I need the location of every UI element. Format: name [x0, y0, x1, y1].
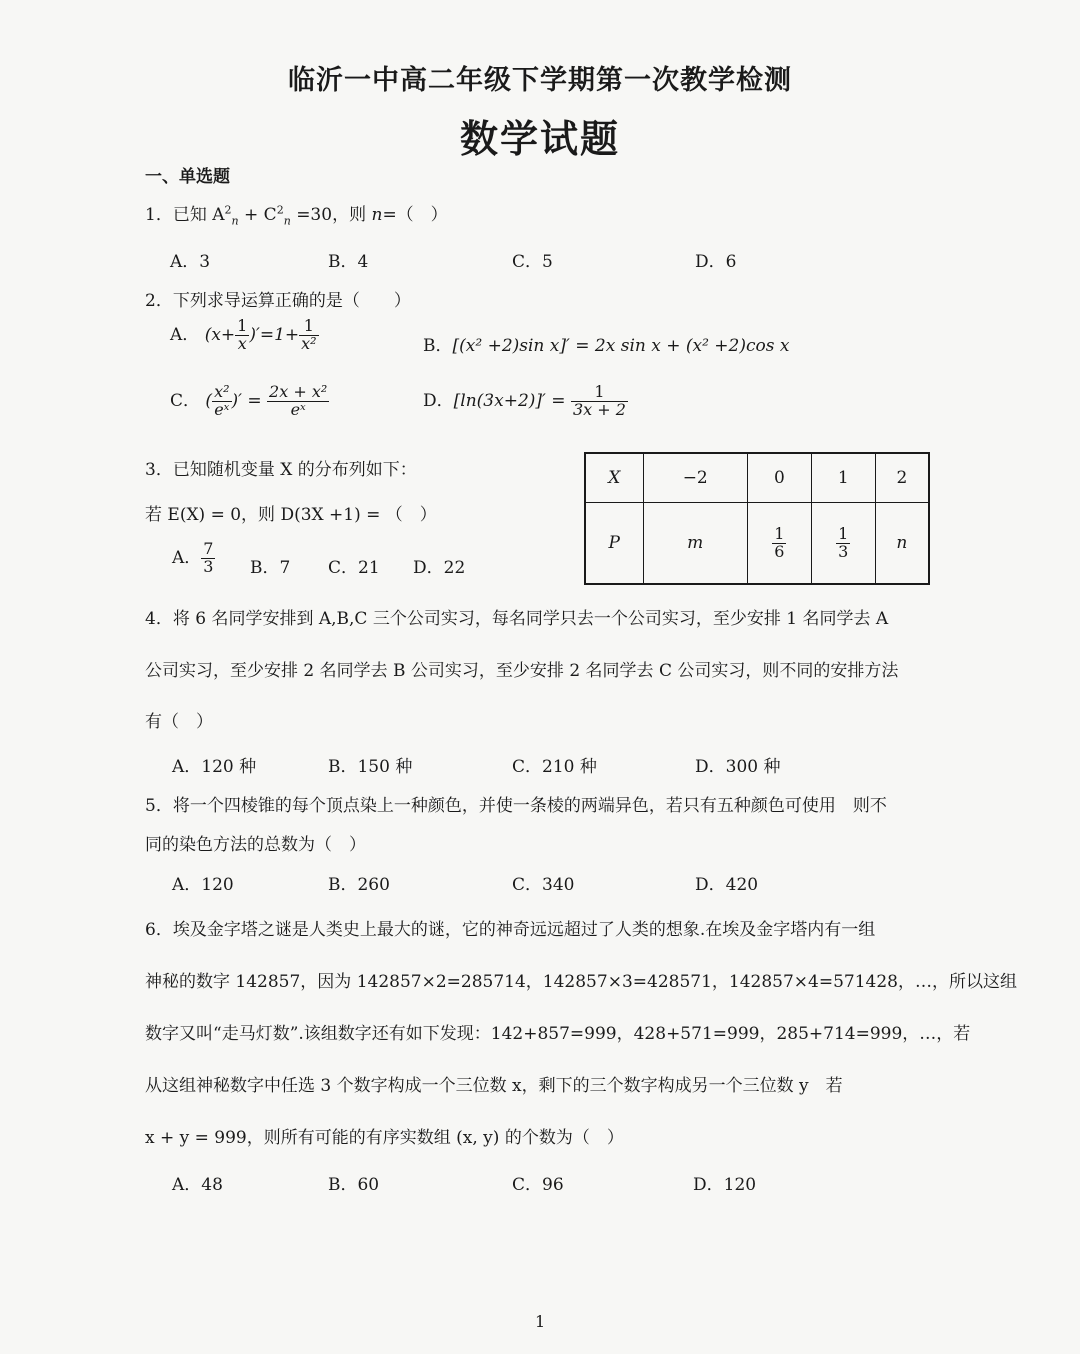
- q5-option-a: A．120: [172, 875, 234, 895]
- table-cell: 0: [747, 453, 811, 503]
- q1-var: n: [371, 205, 383, 225]
- question-4-line-1: 4．将 6 名同学安排到 A,B,C 三个公司实习，每名同学只去一个公司实习，至少安排 1 名同学去 A: [145, 609, 889, 629]
- exam-subtitle: 数学试题: [459, 116, 620, 161]
- table-cell: $\frac{1}{3}$: [811, 503, 875, 584]
- question-6-line-1: 6．埃及金字塔之谜是人类史上最大的谜，它的神奇远远超过了人类的想象.在埃及金字塔内有一组: [145, 920, 876, 940]
- q5-option-c: C．340: [512, 875, 575, 895]
- q3-option-d: D．22: [413, 558, 466, 578]
- q4-option-b: B．150 种: [328, 757, 413, 777]
- question-1-stem: 1．已知 $A^2_n + C^2_n =30$，则 n=（ ）: [145, 203, 448, 228]
- table-cell: 1: [811, 453, 875, 503]
- table-cell: P: [585, 503, 643, 584]
- question-5-line-2: 同的染色方法的总数为（ ）: [145, 835, 366, 855]
- q1-option-b: B．4: [328, 252, 369, 272]
- question-5-line-1: 5．将一个四棱锥的每个顶点染上一种颜色，并使一条棱的两端异色，若只有五种颜色可使用 则不: [145, 796, 887, 816]
- q6-option-b: B．60: [328, 1175, 380, 1195]
- q4-option-c: C．210 种: [512, 757, 597, 777]
- q5-option-b: B．260: [328, 875, 390, 895]
- question-3-condition: 若 E(X) = 0，则 D(3X +1) = （ ）: [145, 505, 437, 525]
- table-row-values: [585, 453, 929, 503]
- question-6-line-3: 数字又叫“走马灯数”.该组数字还有如下发现：142+857=999，428+571=999，285+714=999，…，若: [145, 1024, 971, 1044]
- question-6-line-4: 从这组神秘数字中任选 3 个数字构成一个三位数 x，剩下的三个数字构成另一个三位数 y 若: [145, 1076, 843, 1096]
- table-cell: 2: [875, 453, 929, 503]
- q4-option-a: A．120 种: [172, 757, 257, 777]
- q1-option-d: D．6: [695, 252, 737, 272]
- table-cell: n: [875, 503, 929, 584]
- q6-option-a: A．48: [172, 1175, 223, 1195]
- q1-eq: =30，则: [296, 205, 367, 225]
- q1-option-c: C．5: [512, 252, 553, 272]
- q5-option-d: D．420: [695, 875, 759, 895]
- question-4-line-3: 有（ ）: [145, 712, 213, 732]
- question-3-stem: 3．已知随机变量 X 的分布列如下：: [145, 460, 417, 480]
- page-number: 1: [535, 1312, 546, 1331]
- table-cell: m: [643, 503, 747, 584]
- question-4-line-2: 公司实习，至少安排 2 名同学去 B 公司实习，至少安排 2 名同学去 C 公司实习，则不同的安排方法: [145, 661, 899, 681]
- table-cell: −2: [643, 453, 747, 503]
- table-cell: $\frac{1}{6}$: [747, 503, 811, 584]
- q2-option-b: B．[(x² +2)sin x]′ = 2x sin x + (x² +2)cos x: [423, 336, 790, 356]
- q3-option-a: A． $\frac{7}{3}$: [172, 539, 214, 576]
- table-row-probabilities: [585, 503, 929, 584]
- table-cell: X: [585, 453, 643, 503]
- q1-prefix: 1．已知: [145, 205, 207, 225]
- q3-option-b: B．7: [250, 558, 291, 578]
- distribution-table: [584, 452, 930, 585]
- question-6-line-5: x + y = 999，则所有可能的有序实数组 (x, y) 的个数为（ ）: [145, 1128, 624, 1148]
- q6-option-d: D．120: [693, 1175, 757, 1195]
- q1-c-symbol: C: [263, 205, 277, 225]
- question-6-line-2: 神秘的数字 142857，因为 142857×2=285714，142857×3=428571，142857×4=571428，…，所以这组: [145, 972, 1017, 992]
- q1-plus: +: [244, 205, 259, 225]
- q6-option-c: C．96: [512, 1175, 564, 1195]
- q1-a-symbol: A: [212, 205, 225, 225]
- section-heading: 一、单选题: [145, 167, 230, 187]
- q1-option-a: A．3: [170, 252, 211, 272]
- q4-option-d: D．300 种: [695, 757, 781, 777]
- q1-end: =（ ）: [382, 205, 448, 225]
- q2-option-c: C． ( $\frac{\text{x²}}{\text{eˣ}}$ )′ = $\frac{\text{2x + x²}}{\text{eˣ}}$: [170, 382, 328, 419]
- question-2-stem: 2．下列求导运算正确的是（ ）: [145, 291, 411, 311]
- q2-option-a: A． (x+ $\frac{1}{x}$ )′=1+ $\frac{1}{\text{x²}}$: [170, 316, 317, 353]
- q2-option-d: D．[ln(3x+2)]′ = $\frac{1}{3x + 2}$: [423, 382, 626, 419]
- q3-option-c: C．21: [328, 558, 380, 578]
- exam-title: 临沂一中高二年级下学期第一次教学检测: [288, 65, 792, 96]
